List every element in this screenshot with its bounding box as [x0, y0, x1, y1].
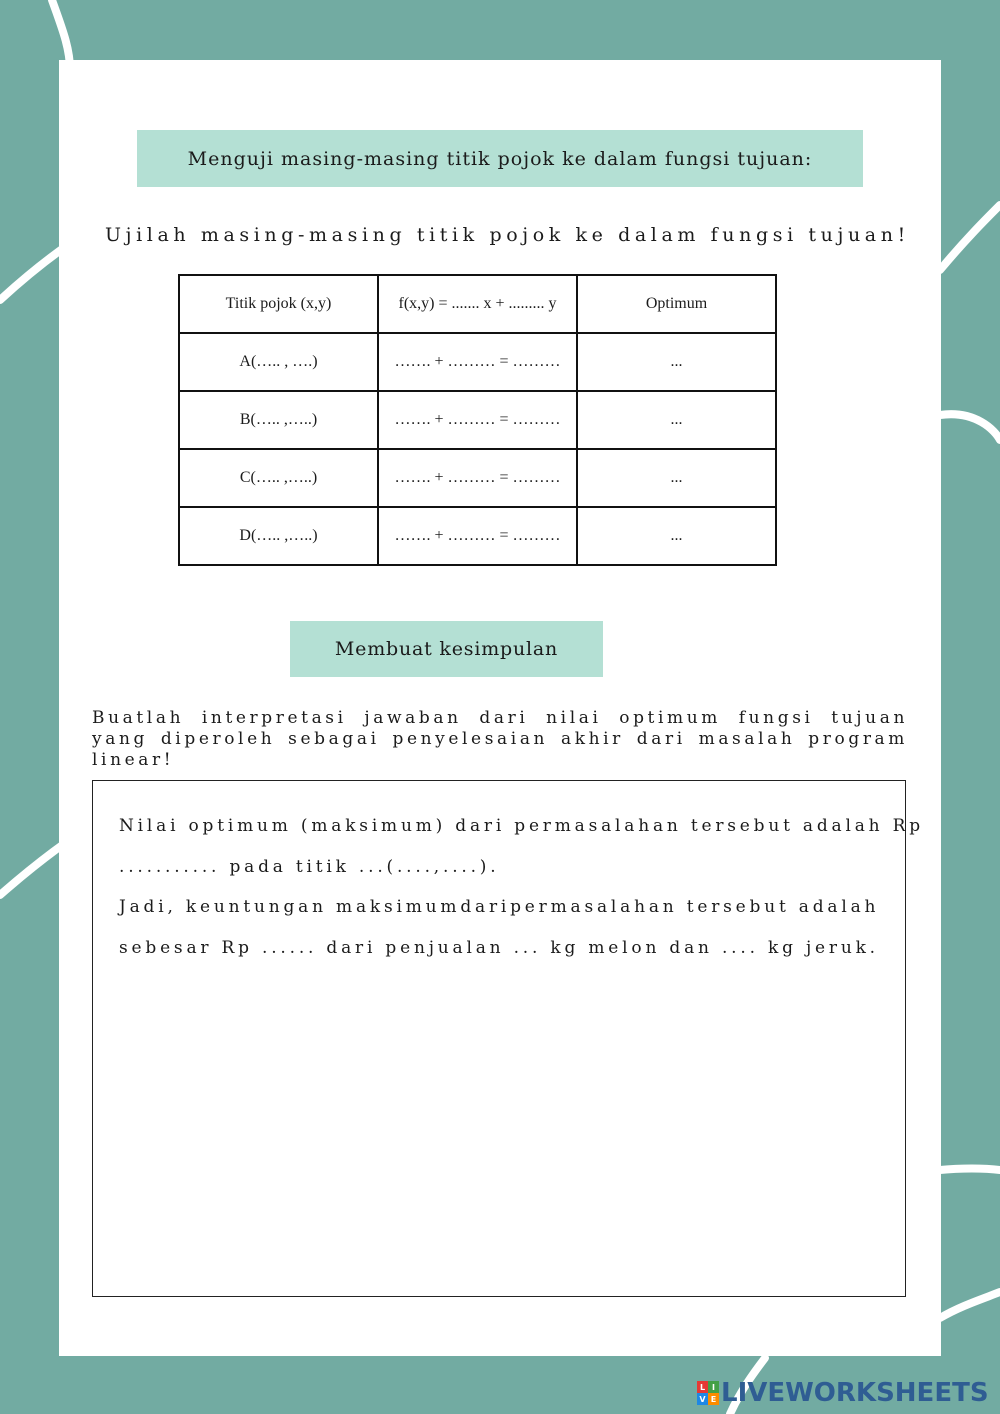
optimum-cell: ...: [577, 449, 776, 507]
calculation-cell: ……. + ……… = ………: [378, 449, 577, 507]
logo-tile: E: [708, 1393, 719, 1405]
answer-line: Jadi, keuntungan maksimumdaripermasalahan tersebut adalah: [119, 897, 880, 917]
calculation-cell: ……. + ……… = ………: [378, 507, 577, 565]
point-cell: A(….. , ….): [179, 333, 378, 391]
conclusion-instruction: Buatlah interpretasi jawaban dari nilai optimum fungsi tujuan yang diperoleh sebagai penyelesaian akhir dari masalah program linear!: [92, 708, 908, 770]
calculation-cell: ……. + ……… = ………: [378, 333, 577, 391]
answer-box: [92, 780, 924, 1297]
liveworksheets-logo-icon: [697, 1381, 719, 1405]
point-cell: D(….. ,…..): [179, 507, 378, 565]
logo-tile: I: [708, 1381, 719, 1393]
answer-line: Nilai optimum (maksimum) dari permasalahan tersebut adalah Rp: [119, 816, 924, 836]
header-objective-function: f(x,y) = ....... x + ......... y: [378, 275, 577, 333]
header-optimum: Optimum: [577, 275, 776, 333]
table-row: [179, 333, 776, 391]
corner-points-table: [178, 274, 777, 566]
header-corner-point: Titik pojok (x,y): [179, 275, 378, 333]
test-instruction: Ujilah masing-masing titik pojok ke dalam fungsi tujuan!: [105, 224, 910, 246]
table-row: [179, 391, 776, 449]
answer-line: ........... pada titik ...(....,....).: [119, 856, 500, 877]
calculation-cell: ……. + ……… = ………: [378, 391, 577, 449]
answer-text: [119, 806, 924, 968]
logo-tile: L: [697, 1381, 708, 1393]
point-cell: B(….. ,…..): [179, 391, 378, 449]
optimum-cell: ...: [577, 333, 776, 391]
test-section-heading: Menguji masing-masing titik pojok ke dalam fungsi tujuan:: [137, 130, 863, 187]
table-header-row: [179, 275, 776, 333]
brand-name: LIVEWORKSHEETS: [721, 1378, 989, 1408]
optimum-cell: ...: [577, 391, 776, 449]
optimum-cell: ...: [577, 507, 776, 565]
point-cell: C(….. ,…..): [179, 449, 378, 507]
logo-tile: V: [697, 1393, 708, 1405]
liveworksheets-brand: [697, 1378, 989, 1408]
table-row: [179, 449, 776, 507]
answer-line: sebesar Rp ...... dari penjualan ... kg melon dan .... kg jeruk.: [119, 937, 879, 958]
table-row: [179, 507, 776, 565]
conclusion-section-heading: Membuat kesimpulan: [290, 621, 603, 677]
